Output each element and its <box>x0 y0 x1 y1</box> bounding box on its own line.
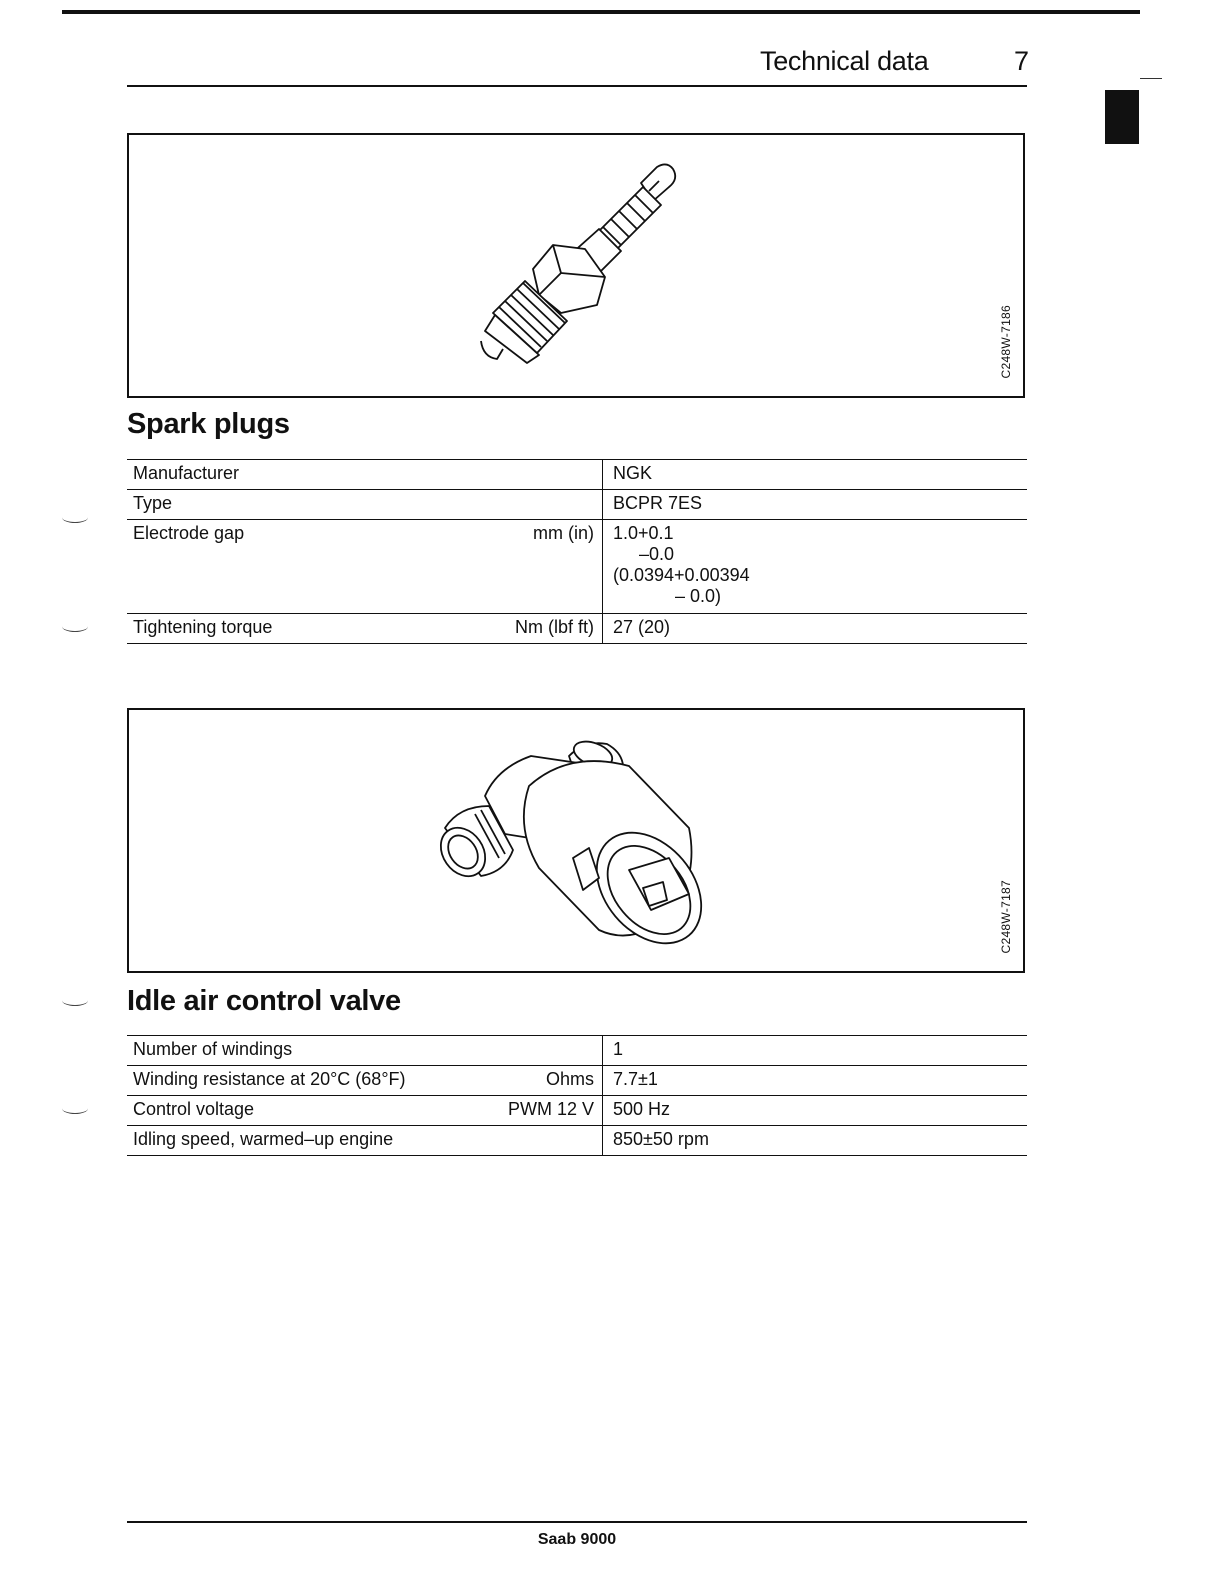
gap-inch-nominal: (0.0394+0.00394 <box>613 565 750 585</box>
row-value: 850±50 rpm <box>603 1126 1028 1156</box>
header-rule <box>127 85 1027 87</box>
table-row <box>127 460 1027 490</box>
top-rule <box>62 10 1140 14</box>
spark-plug-illustration <box>129 135 1023 396</box>
idle-air-valve-figure <box>127 708 1025 973</box>
margin-mark <box>62 512 88 523</box>
footer-text: Saab 9000 <box>537 1531 617 1548</box>
row-label-cell <box>127 614 603 644</box>
figure-code: C248W-7186 <box>999 304 1013 378</box>
gap-nominal: 1.0+0.1 <box>613 523 674 543</box>
table-row <box>127 1036 1027 1066</box>
table-row <box>127 1096 1027 1126</box>
figure-code: C248W-7187 <box>999 879 1013 953</box>
row-label: Manufacturer <box>127 460 603 490</box>
row-value: 7.7±1 <box>603 1066 1028 1096</box>
section-edge-tab <box>1105 90 1139 144</box>
page-number: 7 <box>1014 46 1030 76</box>
header-title: Technical data <box>760 46 929 76</box>
row-value: 1 <box>603 1036 1028 1066</box>
row-label: Winding resistance at 20°C (68°F) <box>133 1069 406 1089</box>
row-unit: mm (in) <box>533 523 594 543</box>
row-value: BCPR 7ES <box>603 490 1028 520</box>
footer-rule <box>127 1521 1027 1523</box>
row-unit: PWM 12 V <box>507 1099 594 1119</box>
row-label: Type <box>127 490 603 520</box>
row-label-cell <box>127 1066 603 1096</box>
section-title-spark-plugs: Spark plugs <box>127 408 290 440</box>
row-unit: Ohms <box>545 1069 594 1089</box>
row-label-cell <box>127 1096 603 1126</box>
row-label-cell <box>127 520 603 614</box>
row-value <box>603 520 1028 614</box>
edge-mark <box>1140 78 1162 79</box>
table-row <box>127 490 1027 520</box>
section-title-idle-air-valve: Idle air control valve <box>127 985 401 1017</box>
idle-air-valve-table <box>127 1035 1027 1156</box>
table-row <box>127 520 1027 614</box>
row-label: Tightening torque <box>133 617 273 637</box>
row-value: NGK <box>603 460 1028 490</box>
spark-plugs-table <box>127 459 1027 644</box>
row-label: Electrode gap <box>133 523 245 543</box>
table-row <box>127 1126 1027 1156</box>
row-unit: Nm (lbf ft) <box>515 617 594 637</box>
table-row <box>127 1066 1027 1096</box>
row-label: Number of windings <box>127 1036 603 1066</box>
row-value: 27 (20) <box>603 614 1028 644</box>
spark-plug-figure <box>127 133 1025 398</box>
margin-mark <box>62 621 88 632</box>
table-row <box>127 614 1027 644</box>
margin-mark <box>62 1103 88 1114</box>
gap-inch-tolerance-low: – 0.0) <box>675 586 722 606</box>
margin-mark <box>62 995 88 1006</box>
idle-air-valve-illustration <box>129 710 1023 971</box>
row-value: 500 Hz <box>603 1096 1028 1126</box>
row-label: Control voltage <box>133 1099 255 1119</box>
gap-tolerance-low: –0.0 <box>639 544 675 564</box>
row-label: Idling speed, warmed–up engine <box>127 1126 603 1156</box>
